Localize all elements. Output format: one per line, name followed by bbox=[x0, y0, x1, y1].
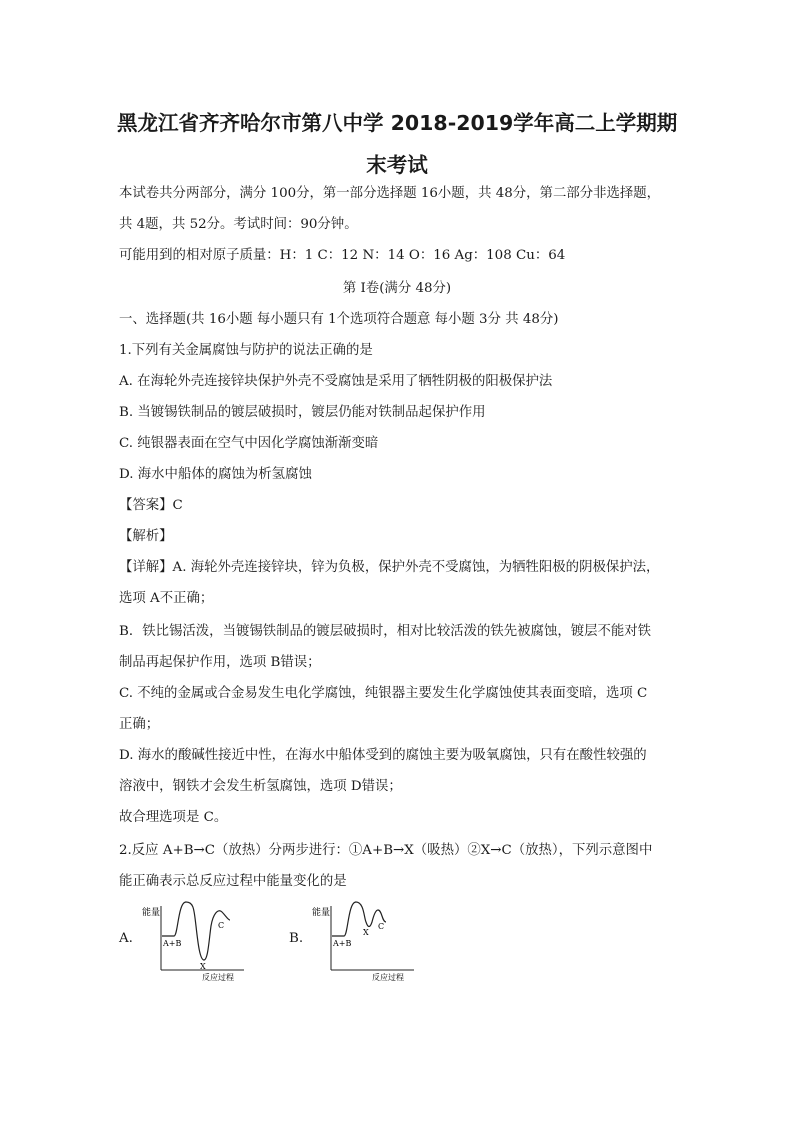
exam-title-line1: 黑龙江省齐齐哈尔市第八中学 2018-2019学年高二上学期期 bbox=[117, 111, 678, 135]
q1-detail-line4: 制品再起保护作用，选项 B错误； bbox=[119, 655, 321, 670]
atomic-mass-line: 可能用到的相对原子质量：H：1 C：12 N：14 O：16 Ag：108 Cu：64 bbox=[119, 248, 566, 263]
reactant-label: A+B bbox=[163, 939, 182, 948]
q1-detail-line3: B．铁比锡活泼，当镀锡铁制品的镀层破损时，相对比较活泼的铁先被腐蚀，镀层不能对铁 bbox=[119, 624, 652, 639]
x-axis-label: 反应过程 bbox=[372, 973, 404, 982]
intermediate-label: X bbox=[363, 928, 369, 937]
exam-title-line2: 末考试 bbox=[366, 153, 428, 177]
q2-diagram-b bbox=[310, 900, 420, 982]
part-title: 第 I卷(满分 48分) bbox=[342, 281, 452, 296]
q1-detail-line1: 【详解】A. 海轮外壳连接锌块，锌为负极，保护外壳不受腐蚀，为牺牲阳极的阴极保护法， bbox=[119, 560, 660, 575]
q1-detail-line5: C. 不纯的金属或合金易发生电化学腐蚀，纯银器主要发生化学腐蚀使其表面变暗，选项 C bbox=[119, 686, 648, 701]
reactant-label: A+B bbox=[333, 939, 352, 948]
q1-detail-line2: 选项 A不正确； bbox=[119, 591, 214, 606]
product-label: C bbox=[218, 921, 225, 930]
section-title: 一、选择题(共 16小题 每小题只有 1个选项符合题意 每小题 3分 共 48分) bbox=[119, 312, 559, 327]
q1-detail-line9: 故合理选项是 C。 bbox=[119, 810, 228, 825]
energy-curve bbox=[162, 902, 230, 960]
q2-option-b-label: B. bbox=[289, 931, 304, 946]
q1-detail-line6: 正确； bbox=[119, 717, 160, 732]
q1-option-c: C. 纯银器表面在空气中因化学腐蚀渐渐变暗 bbox=[119, 436, 379, 451]
intermediate-label: X bbox=[200, 962, 206, 971]
intro-line1: 本试卷共分两部分，满分 100分，第一部分选择题 16小题，共 48分，第二部分非选择题， bbox=[119, 186, 661, 201]
q1-option-b: B. 当镀锡铁制品的镀层破损时，镀层仍能对铁制品起保护作用 bbox=[119, 405, 486, 420]
q1-detail-line7: D. 海水的酸碱性接近中性，在海水中船体受到的腐蚀主要为吸氧腐蚀，只有在酸性较强的 bbox=[119, 748, 647, 763]
q2-stem-line1: 2.反应 A+B→C（放热）分两步进行：①A+B→X（吸热）②X→C（放热），下列示意图中 bbox=[119, 843, 653, 858]
q1-detail-line8: 溶液中，钢铁才会发生析氢腐蚀，选项 D错误； bbox=[119, 779, 402, 794]
q1-option-d: D. 海水中船体的腐蚀为析氢腐蚀 bbox=[119, 467, 312, 482]
x-axis-label: 反应过程 bbox=[202, 973, 234, 982]
product-label: C bbox=[378, 922, 385, 931]
q1-answer: 【答案】C bbox=[119, 498, 183, 513]
q2-stem-line2: 能正确表示总反应过程中能量变化的是 bbox=[119, 874, 347, 889]
y-axis-label: 能量 bbox=[312, 908, 331, 918]
q1-option-a: A. 在海轮外壳连接锌块保护外壳不受腐蚀是采用了牺牲阴极的阳极保护法 bbox=[119, 374, 553, 389]
q2-option-a-label: A. bbox=[119, 931, 133, 946]
q1-stem: 1.下列有关金属腐蚀与防护的说法正确的是 bbox=[119, 343, 373, 358]
y-axis-label: 能量 bbox=[142, 908, 161, 918]
q2-diagram-a bbox=[140, 900, 250, 982]
intro-line2: 共 4题，共 52分。考试时间：90分钟。 bbox=[119, 217, 358, 232]
q1-analysis-heading: 【解析】 bbox=[119, 529, 173, 544]
